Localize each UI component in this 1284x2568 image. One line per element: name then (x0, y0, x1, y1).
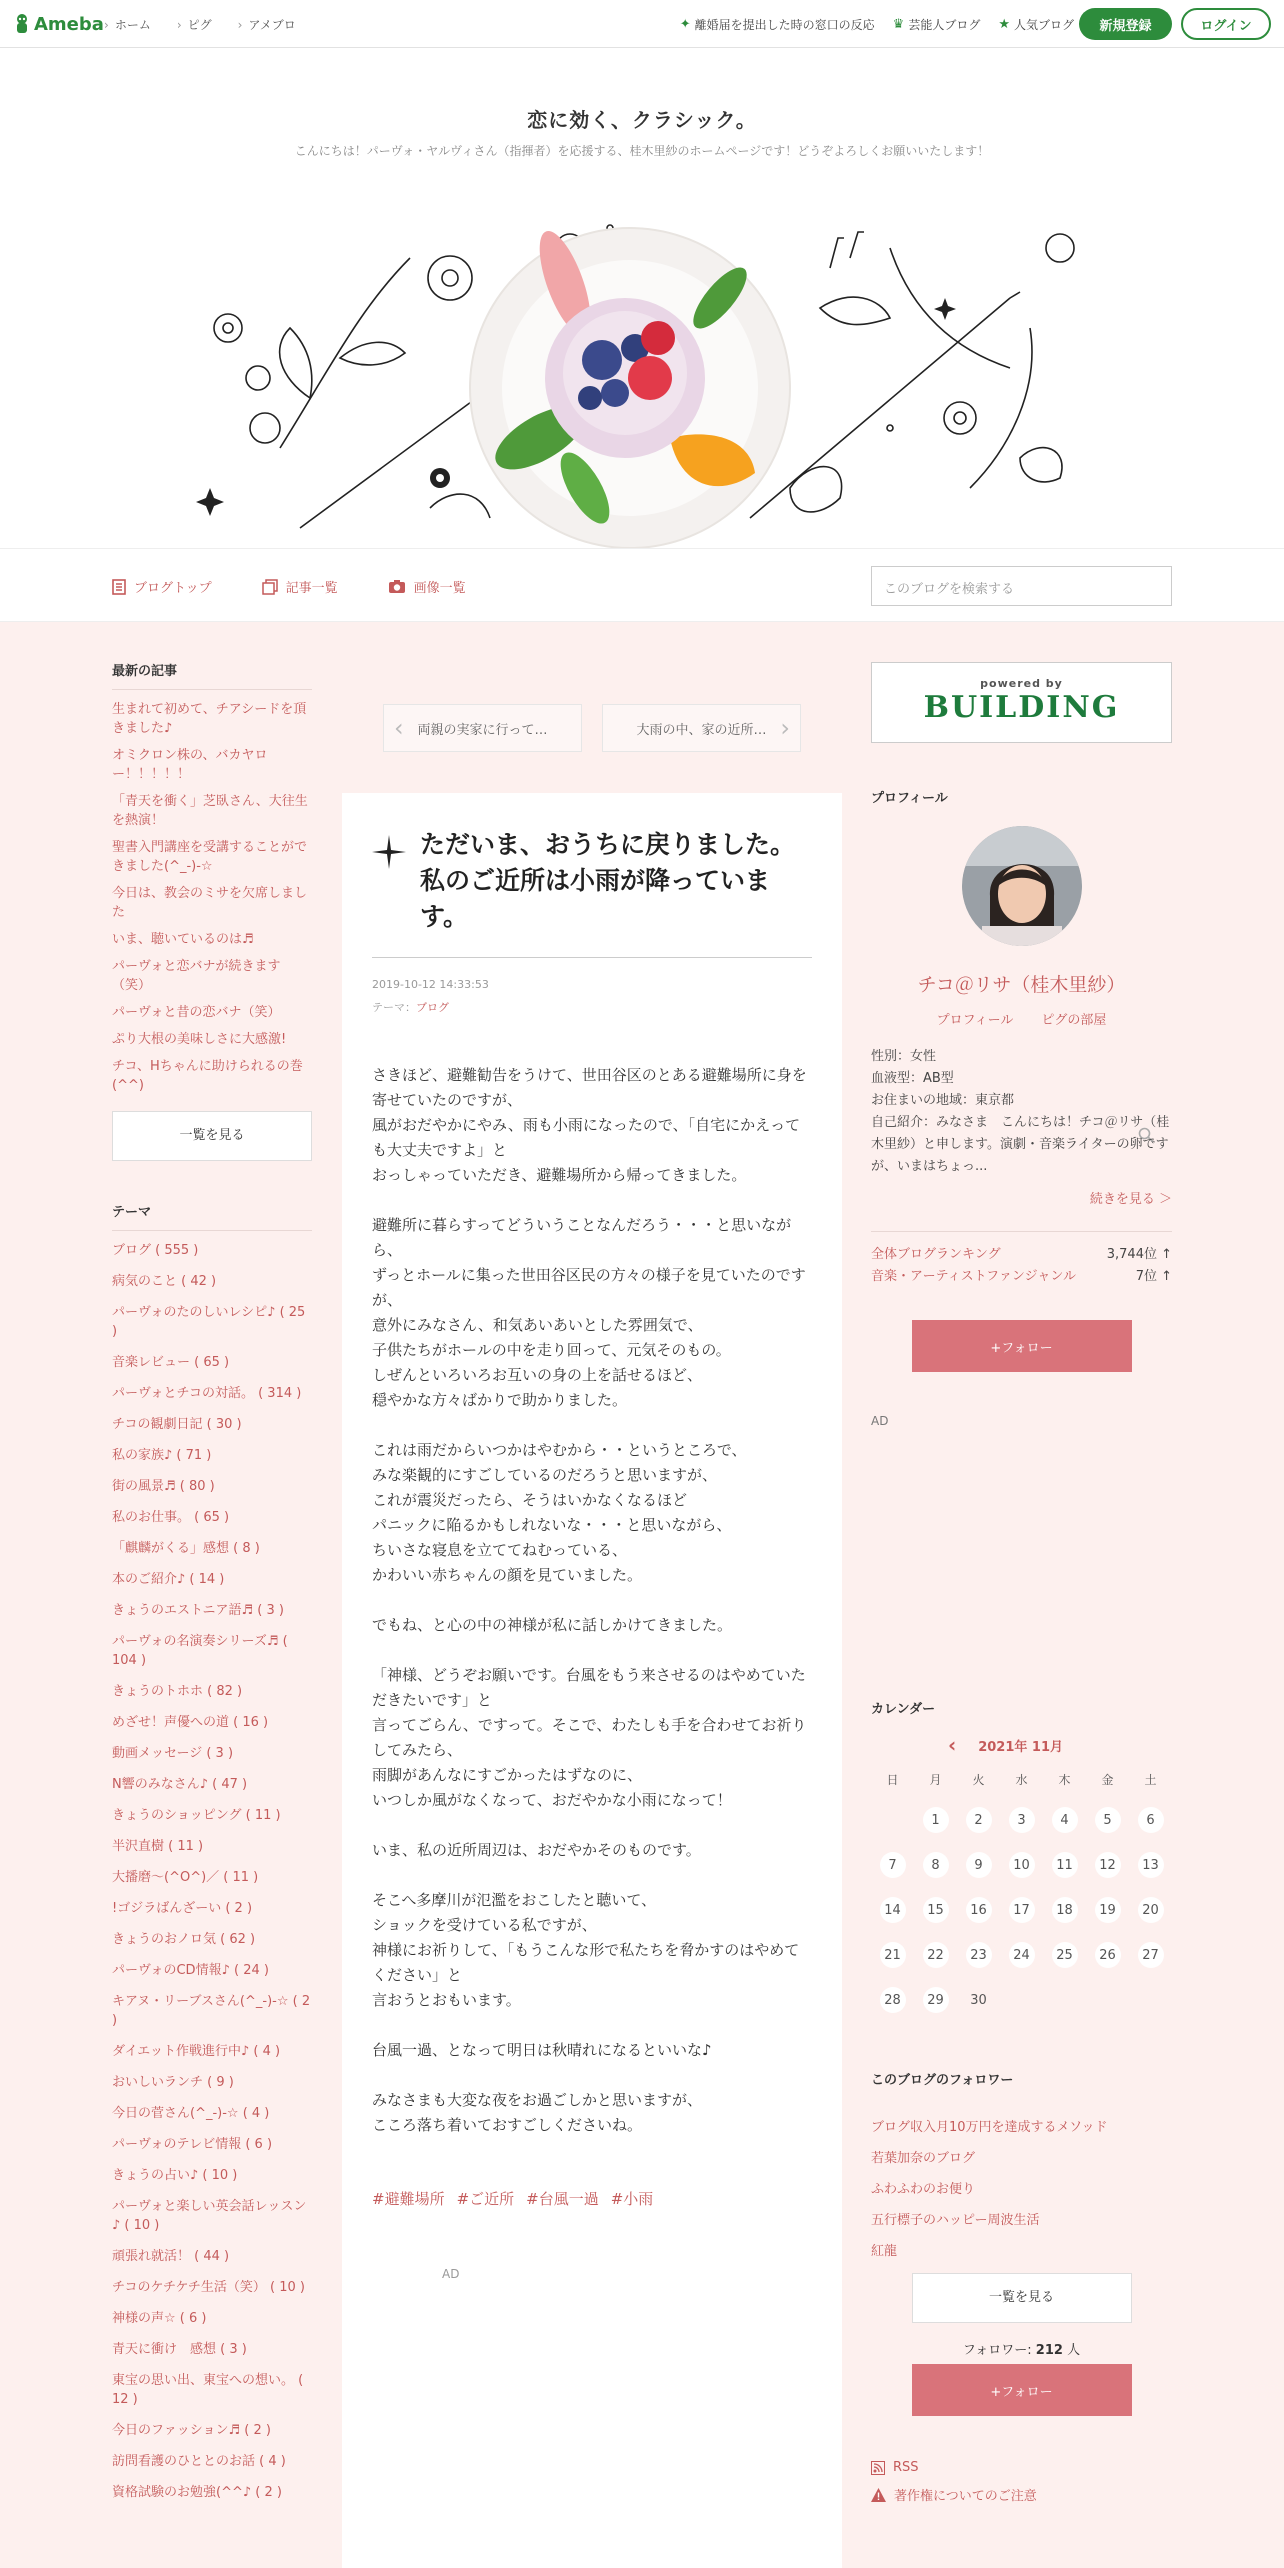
profile-heading: プロフィール (871, 791, 948, 806)
popular-blog-label: 人気ブログ (1013, 18, 1074, 32)
left-sidebar (112, 660, 312, 2514)
crown-icon: ♛ (892, 17, 905, 32)
ranking-value: 3,744位 ↑ (1106, 1247, 1172, 1262)
calendar-weekday: 木 (1058, 1773, 1071, 1787)
follower-blog-link[interactable]: ふわふわのお便り (871, 2182, 976, 2197)
theme-link[interactable]: 頑張れ就活！ ( 44 ) (112, 2249, 230, 2264)
theme-list (112, 1241, 312, 2502)
login-button[interactable]: ログイン (1181, 8, 1271, 40)
blog-header (0, 48, 1284, 548)
theme-link[interactable]: おいしいランチ ( 9 ) (112, 2075, 234, 2090)
theme-link[interactable]: チコのケチケチ生活（笑） ( 10 ) (112, 2280, 306, 2295)
recent-article-link[interactable]: パーヴォと昔の恋バナ（笑） (112, 1005, 281, 1020)
blog-nav (0, 548, 1284, 622)
calendar-day[interactable]: 26 (1095, 1942, 1121, 1968)
nav-article-list-label: 記事一覧 (285, 581, 338, 596)
rss-link[interactable] (871, 2460, 1172, 2475)
calendar-blank (871, 1807, 914, 1833)
chevron-right-icon: › (780, 714, 790, 742)
article-paragraph: そこへ多摩川が氾濫をおこしたと聴いて、 ショックを受けている私ですが、 神様にお祈りして、「もうこんな形で私たちを脅かすのはやめてください」と 言おうとおもいます。 (372, 1891, 800, 2009)
hashtag-link[interactable]: #ご近所 (456, 2190, 515, 2208)
nav-ameblo[interactable]: › アメブロ (238, 16, 296, 33)
calendar-day[interactable]: 1 (923, 1807, 949, 1833)
calendar-weekday: 月 (929, 1773, 942, 1787)
blog-search-input[interactable]: このブログを検索する (871, 566, 1172, 606)
theme-link[interactable]: きょうの占い♪ ( 10 ) (112, 2168, 238, 2183)
calendar-day[interactable]: 23 (966, 1942, 992, 1968)
calendar-weekday: 水 (1015, 1773, 1028, 1787)
calendar-nav (871, 1733, 1172, 1757)
recent-article-link[interactable]: 聖書入門講座を受講することができました(^_-)-☆ (112, 840, 308, 874)
follow-button-2[interactable]: +フォロー (912, 2364, 1132, 2416)
article-body (372, 1063, 812, 2138)
profile-avatar[interactable] (962, 826, 1082, 946)
article-theme (372, 999, 812, 1015)
ameba-mascot-icon (14, 13, 30, 35)
theme-link[interactable]: チコの観劇日記 ( 30 ) (112, 1417, 242, 1432)
theme-link[interactable]: N響のみなさん♪ ( 47 ) (112, 1777, 248, 1792)
article-paragraph: いま、私の近所周辺は、おだやかそのものです。 (372, 1841, 701, 1859)
calendar-day[interactable]: 16 (966, 1897, 992, 1923)
theme-link[interactable]: きょうのトホホ ( 82 ) (112, 1684, 243, 1699)
nav-home[interactable]: › ホーム (104, 16, 151, 33)
calendar-day[interactable]: 2 (966, 1807, 992, 1833)
top-nav (104, 16, 296, 33)
article-paragraph: これは雨だからいつかはやむから・・というところで、 みな楽観的にすごしているのだろうと思いますが、 これが震災だったら、そうはいかなくなるほど パニックに陥るかもしれないな・・・と思いながら、 ちいさな寝息を立ててねむっている、 かわいい赤ちゃんの顔を見ていました。 (372, 1441, 747, 1584)
profile-links (871, 1009, 1172, 1028)
follower-count (871, 2339, 1172, 2358)
calendar-day[interactable]: 28 (880, 1987, 906, 2013)
ranking-label: 全体ブログランキング (871, 1247, 1001, 1262)
follower-blog-link[interactable]: 若葉加奈のブログ (871, 2151, 976, 2166)
copy-icon (262, 579, 278, 595)
theme-link[interactable]: きょうのエストニア語♬ ( 3 ) (112, 1603, 284, 1618)
recent-articles-heading: 最新の記事 (112, 660, 312, 690)
sparkle-icon: ✦ (679, 17, 691, 32)
blog-title[interactable]: 恋に効く、クラシック。 (527, 108, 757, 132)
followers-list (871, 2118, 1172, 2261)
theme-link[interactable]: パーヴォと楽しい英会話レッスン♪ ( 10 ) (112, 2199, 307, 2233)
article-ad-label: AD (442, 2267, 460, 2281)
copyright-notice-link[interactable] (871, 2485, 1172, 2504)
theme-link[interactable]: 本のご紹介♪ ( 14 ) (112, 1572, 225, 1587)
calendar-month: 2021年 11月 (978, 1739, 1064, 1755)
blog-nav-items (112, 577, 466, 596)
right-sidebar (871, 662, 1172, 2514)
nav-image-list[interactable] (388, 577, 466, 596)
article-paragraph: 台風一過、となって明日は秋晴れになるといいな♪ (372, 2041, 712, 2059)
sidebar-ad-label: AD (871, 1414, 889, 1428)
calendar-day[interactable]: 22 (923, 1942, 949, 1968)
profile-link[interactable]: プロフィール (936, 1013, 1014, 1028)
top-links (680, 16, 1074, 33)
article-title-text: ただいま、おうちに戻りました。私のご近所は小雨が降っています。 (420, 830, 796, 931)
prev-article-button[interactable] (383, 704, 582, 752)
trend-link[interactable] (680, 16, 875, 33)
chevron-left-icon: ‹ (394, 714, 404, 742)
theme-link[interactable]: パーヴォとチコの対話。 ( 314 ) (112, 1386, 302, 1401)
ameba-logo[interactable] (14, 12, 104, 36)
article (342, 793, 842, 2568)
hashtag-link[interactable]: #小雨 (610, 2190, 654, 2208)
follower-blog-link[interactable]: 五行標子のハッピー周波生活 (871, 2213, 1040, 2228)
theme-link[interactable]: 神様の声☆ ( 6 ) (112, 2311, 207, 2326)
article-paragraph: 避難所に暮らすってどういうことなんだろう・・・と思いながら、 ずっとホールに集った世田谷区民の方々の様子を見ていたのですが、 意外にみなさん、和気あいあいとした雰囲気で、 子供たちがホールの中を走り回って、元気そのもの。 しぜんといろいろお互いの身の上を話せるほど、 穏やかな方々ばかりで助かりました。 (372, 1216, 806, 1409)
theme-link[interactable]: 青天に衝け 感想 ( 3 ) (112, 2342, 247, 2357)
theme-link[interactable]: 街の風景♬ ( 80 ) (112, 1479, 215, 1494)
warning-icon (871, 2488, 886, 2502)
article-paragraph: さきほど、避難勧告をうけて、世田谷区のとある避難場所に身を寄せていたのですが、 風がおだやかにやみ、雨も小雨になったので、「自宅にかえっても大丈夫ですよ」と おっしゃっていただき、避難場所から帰ってきました。 (372, 1066, 807, 1184)
calendar-weekday: 日 (886, 1773, 899, 1787)
theme-link[interactable]: きょうのおノロ気 ( 62 ) (112, 1932, 256, 1947)
calendar-day: 30 (970, 1992, 987, 2008)
ranking-block (871, 1231, 1172, 1288)
theme-link[interactable]: めざせ！声優への道 ( 16 ) (112, 1715, 269, 1730)
trend-link-label: 離婚届を提出した時の窓口の反応 (694, 18, 875, 32)
theme-link[interactable]: パーヴォのCD情報♪ ( 24 ) (112, 1963, 269, 1978)
article-paragraph: みなさまも大変な夜をお過ごしかと思いますが、 こころ落ち着いておすごしくださいね。 (372, 2091, 703, 2134)
calendar-day[interactable]: 24 (1009, 1942, 1035, 1968)
calendar-day[interactable]: 5 (1095, 1807, 1121, 1833)
calendar-day[interactable]: 3 (1009, 1807, 1035, 1833)
followers-heading: このブログのフォロワー (871, 2073, 1014, 2088)
calendar-day[interactable]: 14 (880, 1897, 906, 1923)
theme-link[interactable]: 音楽レビュー ( 65 ) (112, 1355, 230, 1370)
theme-link[interactable]: パーヴォのたのしいレシピ♪ ( 25 ) (112, 1305, 306, 1339)
star-icon: ★ (998, 17, 1010, 32)
theme-link[interactable]: キアヌ・リーブスさん(^_-)-☆ ( 2 ) (112, 1994, 311, 2028)
calendar-day[interactable]: 6 (1138, 1807, 1164, 1833)
recent-article-link[interactable]: ぷり大根の美味しさに大感激! (112, 1032, 287, 1047)
recent-more-button[interactable]: 一覧を見る (112, 1111, 312, 1161)
calendar-day[interactable]: 13 (1138, 1852, 1164, 1878)
calendar-day[interactable]: 17 (1009, 1897, 1035, 1923)
theme-link[interactable]: ダイエット作戦進行中♪ ( 4 ) (112, 2044, 281, 2059)
calendar-day[interactable]: 10 (1009, 1852, 1035, 1878)
calendar-day[interactable]: 15 (923, 1897, 949, 1923)
hashtag-link[interactable]: #台風一過 (526, 2190, 599, 2208)
profile-info (871, 1046, 1172, 1178)
recent-article-link[interactable]: いま、聴いているのは♬ (112, 932, 254, 947)
calendar-day[interactable]: 21 (880, 1942, 906, 1968)
ranking-label: 音楽・アーティストファンジャンル (871, 1269, 1077, 1284)
theme-link[interactable]: きょうのショッピング ( 11 ) (112, 1808, 281, 1823)
calendar-day[interactable]: 25 (1052, 1942, 1078, 1968)
follower-blog-link[interactable]: 紅龍 (871, 2244, 898, 2259)
prev-article-label: 両親の実家に行って… (417, 722, 548, 738)
ranking-row[interactable] (871, 1266, 1172, 1288)
recent-article-link[interactable]: 今日は、教会のミサを欠席しました (112, 886, 308, 920)
recent-article-link[interactable]: オミクロン株の、バカヤロー！！！！！ (112, 748, 268, 782)
blog-description: こんにちは！パーヴォ・ヤルヴィさん（指揮者）を応援する、桂木里紗のホームページです！どうぞよろしくお願いいたします！ (294, 144, 990, 158)
theme-link[interactable]: 大播磨～(^O^)／ ( 11 ) (112, 1870, 259, 1885)
calendar-weekday: 金 (1101, 1773, 1114, 1787)
header-banner-image (190, 188, 1094, 578)
theme-link[interactable]: ブログ ( 555 ) (112, 1243, 199, 1258)
article-tags (372, 2188, 812, 2209)
nav-article-list[interactable] (262, 577, 338, 596)
nav-blog-top[interactable] (112, 577, 212, 596)
article-title[interactable] (372, 827, 812, 958)
theme-heading: テーマ (112, 1201, 312, 1231)
profile-blood-type: 血液型：AB型 (871, 1071, 954, 1086)
building-powered-by: powered by (980, 677, 1063, 690)
theme-link[interactable]: パーヴォの名演奏シリーズ♬ ( 104 ) (112, 1634, 288, 1668)
next-article-button[interactable] (602, 704, 801, 752)
calendar-day[interactable]: 8 (923, 1852, 949, 1878)
calendar-day[interactable]: 9 (966, 1852, 992, 1878)
calendar-prev-icon[interactable]: ‹ (947, 1733, 957, 1757)
camera-icon (388, 579, 406, 594)
profile-intro: 自己紹介：みなさま こんにちは！チコ＠リサ（桂木里紗）と申します。演劇・音楽ライターの卵ですが、いまはちょっ... (871, 1115, 1170, 1174)
follower-count-label: フォロワー: (962, 2343, 1032, 2358)
calendar-day[interactable]: 7 (880, 1852, 906, 1878)
article-paragraph: 「神様、どうぞお願いです。台風をもう来させるのはやめていただきたいです」と 言ってごらん、ですって。そこで、わたしも手を合わせてお祈りしてみたら、 雨脚があんなにすごかったはずなのに、 いつしか風がなくなって、おだやかな小雨になって！ (372, 1666, 807, 1809)
article-date: 2019-10-12 14:33:53 (372, 978, 489, 991)
followers-more-button[interactable]: 一覧を見る (912, 2273, 1132, 2323)
theme-link[interactable]: 今日の菅さん(^_-)-☆ ( 4 ) (112, 2106, 270, 2121)
theme-link[interactable]: !ゴジラばんざーい ( 2 ) (112, 1901, 253, 1916)
popular-blog-link[interactable] (998, 16, 1074, 33)
celebrity-blog-link[interactable] (893, 16, 981, 33)
theme-link[interactable]: 今日のファッション♬ ( 2 ) (112, 2423, 271, 2438)
continue-reading-link[interactable]: 続きを見る ＞ (1089, 1192, 1172, 1207)
calendar-day[interactable]: 19 (1095, 1897, 1121, 1923)
next-article-label: 大雨の中、家の近所… (636, 722, 767, 738)
calendar-day[interactable]: 4 (1052, 1807, 1078, 1833)
rss-label: RSS (893, 2460, 919, 2475)
theme-link[interactable]: 私のお仕事。 ( 65 ) (112, 1510, 230, 1525)
calendar-day[interactable]: 12 (1095, 1852, 1121, 1878)
recent-article-link[interactable]: 生まれて初めて、チアシードを頂きました♪ (112, 702, 307, 736)
theme-link[interactable]: 「麒麟がくる」感想 ( 8 ) (112, 1541, 260, 1556)
calendar-weekday: 火 (972, 1773, 985, 1787)
top-bar (0, 0, 1284, 48)
register-button[interactable]: 新規登録 (1079, 8, 1172, 40)
calendar-day[interactable]: 27 (1138, 1942, 1164, 1968)
logo-text: Ameba (34, 13, 104, 35)
celebrity-blog-label: 芸能人ブログ (908, 18, 981, 32)
theme-link[interactable]: 私の家族♪ ( 71 ) (112, 1448, 212, 1463)
pigg-room-link[interactable]: ピグの部屋 (1041, 1013, 1107, 1028)
rss-icon (871, 2461, 885, 2475)
theme-link[interactable]: 動画メッセージ ( 3 ) (112, 1746, 234, 1761)
article-theme-label: テーマ： (372, 1001, 416, 1014)
article-theme-link[interactable]: ブログ (416, 1001, 449, 1014)
theme-link[interactable]: 東宝の思い出、東宝への想い。 ( 12 ) (112, 2373, 304, 2407)
calendar-heading: カレンダー (871, 1702, 936, 1717)
calendar-day[interactable]: 29 (923, 1987, 949, 2013)
calendar-weekday: 土 (1144, 1773, 1157, 1787)
article-paragraph: でもね、と心の中の神様が私に話しかけてきました。 (372, 1616, 733, 1634)
building-banner[interactable] (871, 662, 1172, 743)
theme-link[interactable]: 訪問看護のひととのお話 ( 4 ) (112, 2454, 286, 2469)
profile-gender: 性別：女性 (871, 1049, 937, 1064)
recent-article-link[interactable]: 「青天を衝く」芝臥さん、大往生を熱演！ (112, 794, 308, 828)
ranking-row[interactable] (871, 1244, 1172, 1266)
follower-blog-link[interactable]: ブログ収入月10万円を達成するメソッド (871, 2120, 1108, 2135)
building-logo-text: BUILDING (923, 690, 1120, 725)
profile-location: お住まいの地域：東京都 (871, 1093, 1015, 1108)
follower-count-value: 212 (1035, 2343, 1063, 2358)
profile-name[interactable]: チコ＠リサ（桂木里紗） (917, 974, 1126, 996)
nav-image-list-label: 画像一覧 (413, 581, 466, 596)
nav-pigg[interactable]: › ピグ (177, 16, 212, 33)
recent-article-link[interactable]: チコ、Hちゃんに助けられるの巻(^^) (112, 1059, 303, 1093)
calendar-day[interactable]: 20 (1138, 1897, 1164, 1923)
recent-articles-list (112, 700, 312, 1095)
document-icon (112, 579, 126, 595)
ranking-value: 7位 ↑ (1135, 1269, 1172, 1284)
copyright-notice-label: 著作権についてのご注意 (894, 2489, 1037, 2504)
theme-link[interactable]: パーヴォのテレビ情報 ( 6 ) (112, 2137, 273, 2152)
nav-blog-top-label: ブログトップ (134, 581, 212, 596)
calendar-grid (871, 1771, 1172, 2013)
calendar-day[interactable]: 11 (1052, 1852, 1078, 1878)
follow-button[interactable]: +フォロー (912, 1320, 1132, 1372)
footer-links (871, 2460, 1172, 2504)
hashtag-link[interactable]: #避難場所 (372, 2190, 445, 2208)
theme-link[interactable]: 資格試験のお勉強(^^♪ ( 2 ) (112, 2485, 282, 2500)
sparkle-icon (372, 835, 406, 869)
theme-link[interactable]: 病気のこと ( 42 ) (112, 1274, 217, 1289)
recent-article-link[interactable]: パーヴォと恋バナが続きます（笑） (112, 959, 281, 993)
calendar-day[interactable]: 18 (1052, 1897, 1078, 1923)
follower-count-unit: 人 (1067, 2343, 1081, 2358)
theme-link[interactable]: 半沢直樹 ( 11 ) (112, 1839, 204, 1854)
